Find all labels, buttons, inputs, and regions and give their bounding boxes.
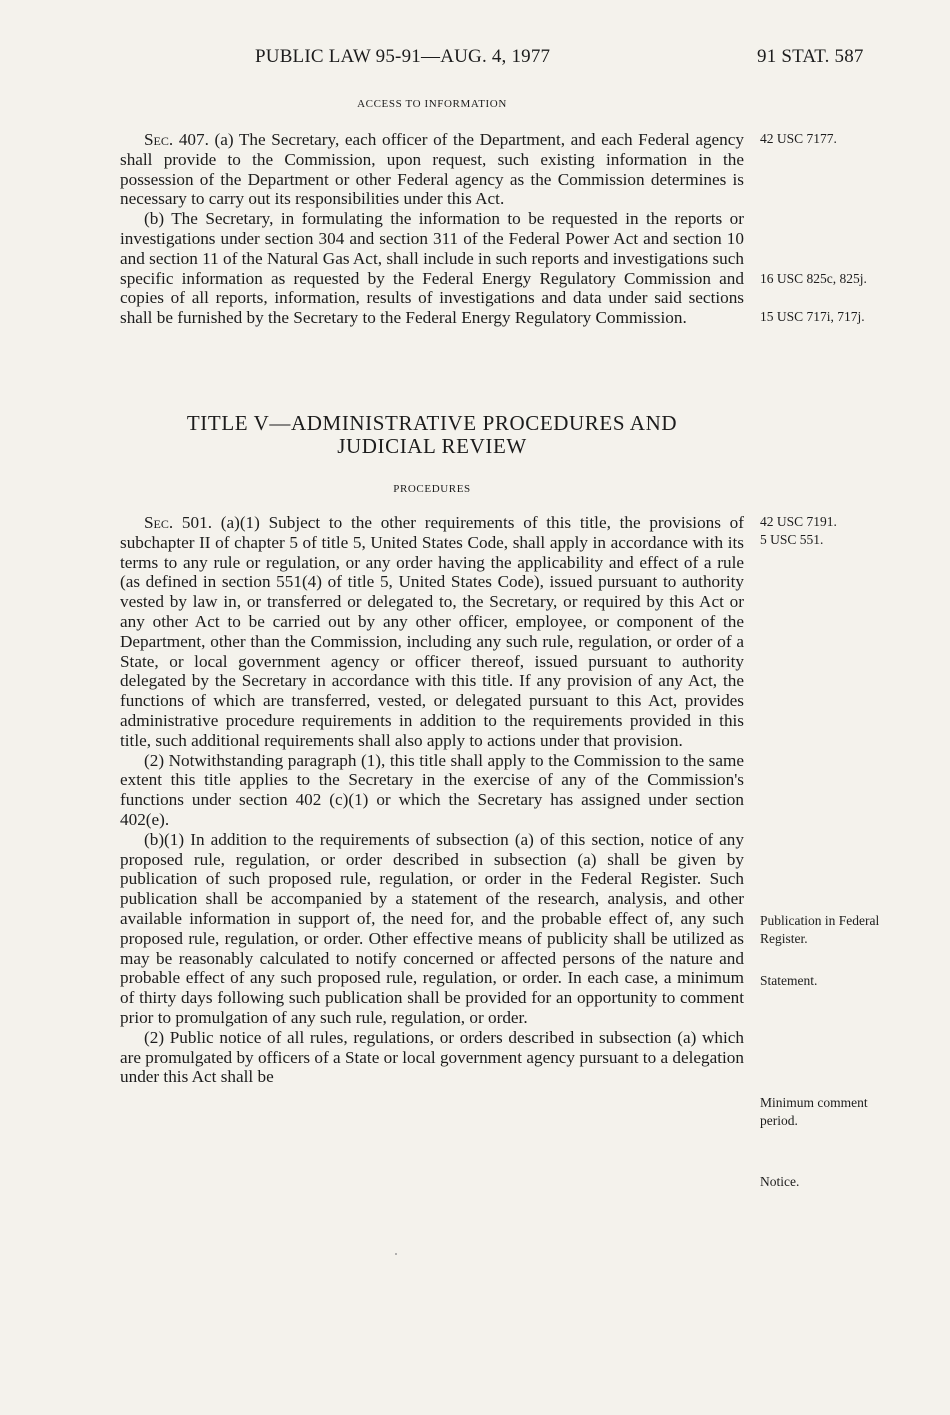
- running-head: PUBLIC LAW 95-91—AUG. 4, 1977: [255, 46, 551, 67]
- section-501-b1: (b)(1) In addition to the requirements of subsection (a) of this section, notice of any proposed rule, regulation, or order described in subsection (a) shall be given by publication of such proposed rule, regulation, or order in the Federal Register. Such publication shall be accompanied by a statement of the research, analysis, and other available information in support of, the need for, and the probable effect of, any such proposed rule, regulation, or order. Other effective means of publicity shall be utilized as may be reasonably calculated to notify concerned or affected persons of the nature and probable effect of any such proposed rule, regulation, or order. In each case, a minimum of thirty days following such publication shall be provided for an opportunity to comment prior to promulgation of any such rule, regulation, or order.: [120, 829, 744, 1027]
- section-501-b2: (2) Public notice of all rules, regulations, or orders described in subsection (a) which are promulgated by officers of a State or local government agency pursuant to a delegation under this Act shall be: [120, 1027, 744, 1087]
- title-v-heading: [120, 412, 744, 458]
- margin-note-notice: Notice.: [760, 1174, 800, 1189]
- margin-note-statement: Statement.: [760, 973, 818, 988]
- section-501-a1-text: 501. (a)(1) Subject to the other requirements of this title, the provisions of subchapter II of chapter 5 of title 5, United States Code, shall apply in accordance with its terms to any rule or regulation, or any order having the applicability and effect of a rule (as defined in section 551(4) of title 5, United States Code), issued pursuant to authority vested by law in, or transferred or delegated to, the Secretary, or required by this Act or any other Act to be carried out by any other officer, employee, or component of the Department, other than the Commission, including any such rule, regulation, or order of a State, or local government agency or officer thereof, issued pursuant to authority delegated by the Secretary in accordance with this title. If any provision of any Act, the functions of which are transferred, vested, or delegated pursuant to this Act, provides administrative procedure requirements in addition to the requirements provided in this title, such additional requirements shall also apply to actions under that provision.: [120, 513, 744, 750]
- margin-note-15-usc-717i: 15 USC 717i, 717j.: [760, 309, 865, 324]
- section-label: Sec.: [144, 513, 174, 532]
- section-407-b: (b) The Secretary, in formulating the information to be requested in the reports or investigations under section 304 and section 311 of the Federal Power Act and section 10 and section 11 of the Natural Gas Act, shall include in such reports and investigations such specific information as requested by the Federal Energy Regulatory Commission and copies of all reports, information, results of investigations and data under said sections shall be furnished by the Secretary to the Federal Energy Regulatory Commission.: [120, 209, 744, 328]
- section-label: Sec.: [144, 130, 174, 149]
- title-v-line-2: JUDICIAL REVIEW: [337, 434, 527, 458]
- section-407-a: [120, 130, 744, 209]
- margin-note-minimum-comment-period: Minimum comment period.: [760, 1095, 868, 1128]
- margin-note-42-usc-7177: 42 USC 7177.: [760, 131, 837, 146]
- margin-note-42-usc-7191: 42 USC 7191.: [760, 514, 837, 529]
- margin-note-publication-federal-register: Publication in Federal Register.: [760, 913, 880, 946]
- scan-speck: [395, 1253, 397, 1255]
- section-501-a2: (2) Notwithstanding paragraph (1), this title shall apply to the Commission to the same extent this title applies to the Secretary in the exercise of any of the Commission's functions under section 402 (c)(1) or which the Secretary has assigned under section 402(e).: [120, 750, 744, 829]
- section-407-a-text: 407. (a) The Secretary, each officer of the Department, and each Federal agency shall provide to the Commission, upon request, such existing information in the possession of the Department or other Federal agency as the Commission determines is necessary to carry out its responsibilities under this Act.: [120, 130, 744, 209]
- section-heading-access: ACCESS TO INFORMATION: [357, 98, 507, 110]
- section-501-text: [120, 513, 744, 1087]
- section-407-text: [120, 130, 744, 328]
- procedures-subheading: PROCEDURES: [393, 483, 471, 495]
- section-501-a1: [120, 513, 744, 751]
- margin-note-5-usc-551: 5 USC 551.: [760, 532, 824, 547]
- margin-note-16-usc-825c: 16 USC 825c, 825j.: [760, 271, 867, 286]
- page-folio: 91 STAT. 587: [757, 46, 864, 67]
- title-v-line-1: TITLE V—ADMINISTRATIVE PROCEDURES AND: [186, 411, 678, 435]
